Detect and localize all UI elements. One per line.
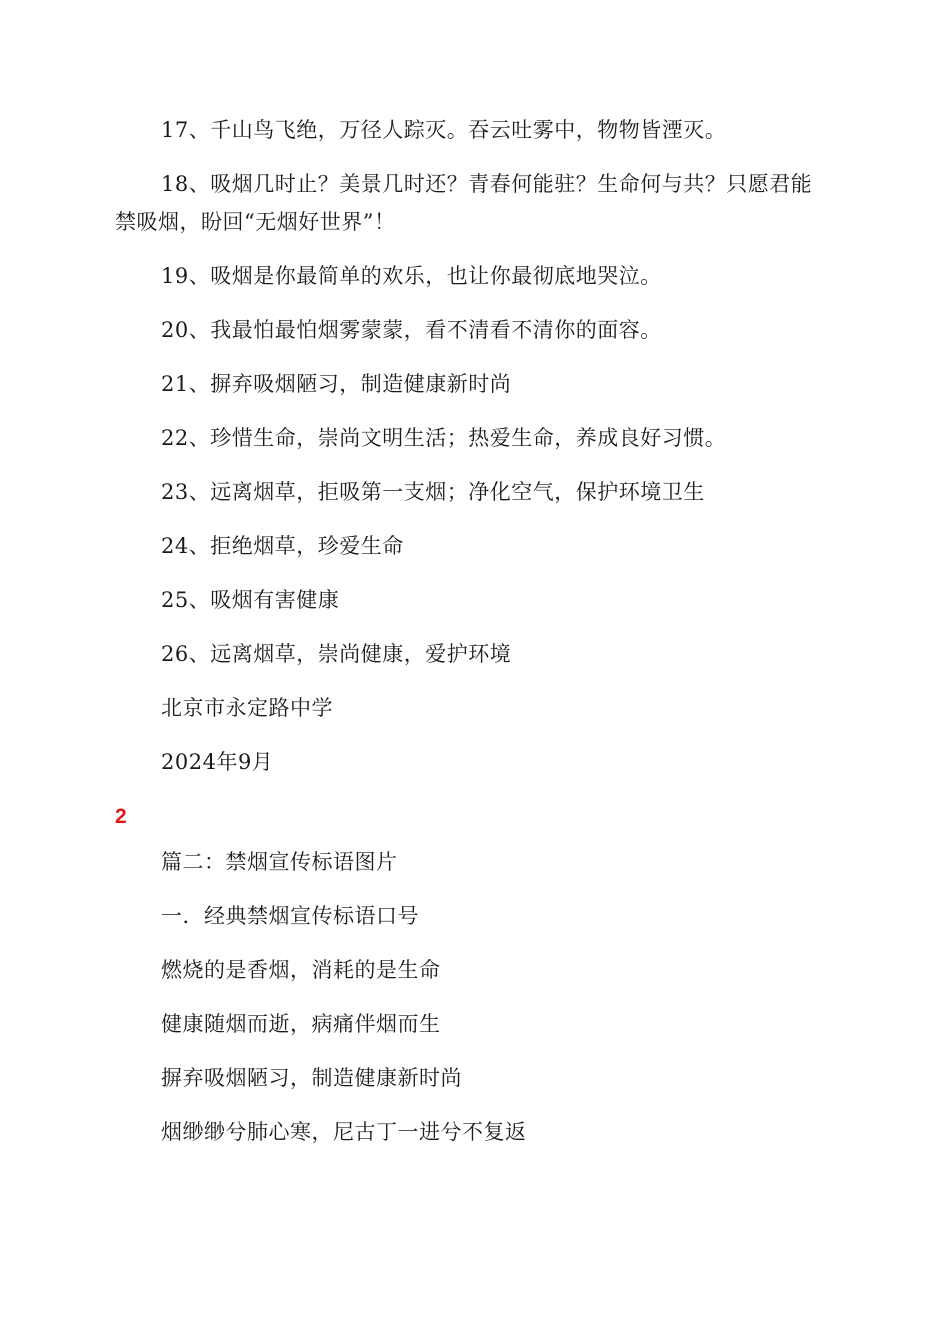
classic-slogan-2: 健康随烟而逝，病痛伴烟而生 (161, 1012, 441, 1036)
school-name: 北京市永定路中学 (161, 696, 333, 720)
document-date: 2024年9月 (161, 750, 274, 774)
slogan-20: 20、我最怕最怕烟雾蒙蒙，看不清看不清你的面容。 (161, 318, 662, 342)
subsection-title: 一．经典禁烟宣传标语口号 (161, 904, 419, 928)
slogan-24: 24、拒绝烟草，珍爱生命 (161, 534, 404, 558)
slogan-21: 21、摒弃吸烟陋习，制造健康新时尚 (161, 372, 512, 396)
slogan-23: 23、远离烟草，拒吸第一支烟；净化空气，保护环境卫生 (161, 480, 705, 504)
slogan-19: 19、吸烟是你最简单的欢乐，也让你最彻底地哭泣。 (161, 264, 662, 288)
slogan-26: 26、远离烟草，崇尚健康，爱护环境 (161, 642, 512, 666)
slogan-18-continued: 禁吸烟，盼回“无烟好世界”！ (115, 210, 396, 234)
slogan-18: 18、吸烟几时止？美景几时还？青春何能驻？生命何与共？只愿君能 (161, 172, 813, 196)
classic-slogan-3: 摒弃吸烟陋习，制造健康新时尚 (161, 1066, 462, 1090)
classic-slogan-4: 烟缈缈兮肺心寒，尼古丁一进兮不复返 (161, 1120, 527, 1144)
slogan-25: 25、吸烟有害健康 (161, 588, 340, 612)
classic-slogan-1: 燃烧的是香烟，消耗的是生命 (161, 958, 441, 982)
page-marker: 2 (115, 805, 127, 828)
slogan-17: 17、千山鸟飞绝，万径人踪灭。吞云吐雾中，物物皆湮灭。 (161, 118, 727, 142)
section-title: 篇二：禁烟宣传标语图片 (161, 850, 398, 874)
slogan-22: 22、珍惜生命，崇尚文明生活；热爱生命，养成良好习惯。 (161, 426, 727, 450)
